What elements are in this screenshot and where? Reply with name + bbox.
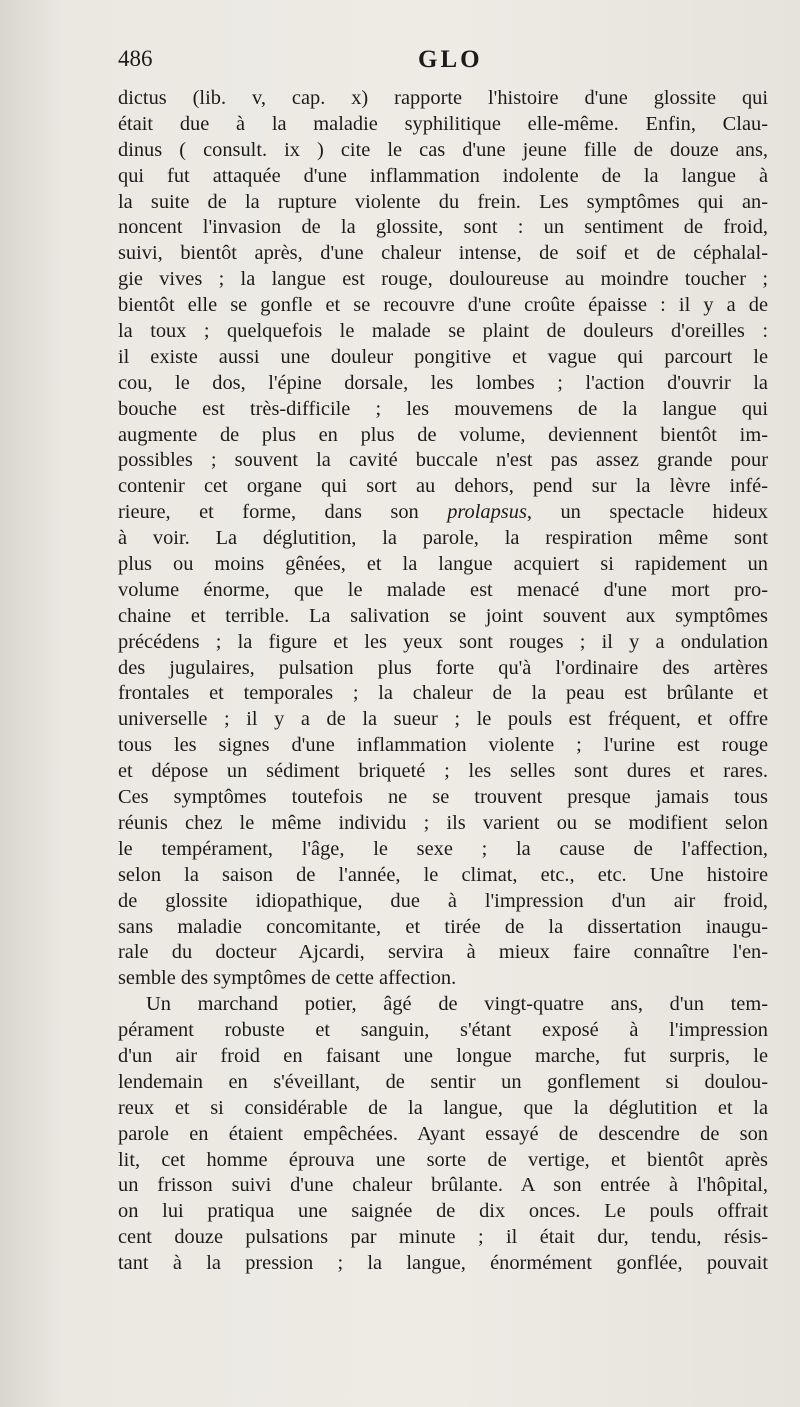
italic-term: prolapsus [447,501,527,524]
text-line: la suite de la rupture violente du frein. Les symptômes qui an- [118,190,768,213]
text-line: qui fut attaquée d'une inflammation indolente de la langue à [118,164,768,187]
text-line: de glossite idiopathique, due à l'impression d'un air froid, [118,889,768,912]
text-line: sans maladie concomitante, et tirée de la dissertation inaugu- [118,915,768,938]
running-head: GLO [418,46,483,73]
text-line: bientôt elle se gonfle et se recouvre d'une croûte épaisse : il y a de [118,294,768,317]
text-line: Ces symptômes toutefois ne se trouvent presque jamais tous [118,786,768,809]
text-line: Un marchand potier, âgé de vingt-quatre ans, d'un tem- [146,993,768,1016]
page-header [118,46,765,86]
text-line: universelle ; il y a de la sueur ; le pouls est fréquent, et offre [118,708,768,731]
text-line: augmente de plus en plus de volume, deviennent bientôt im- [118,423,768,446]
text-line: pérament robuste et sanguin, s'étant exposé à l'impression [118,1019,768,1042]
text-line: il existe aussi une douleur pongitive et vague qui parcourt le [118,345,768,368]
text-line: cou, le dos, l'épine dorsale, les lombes ; l'action d'ouvrir la [118,371,768,394]
text-line: était due à la maladie syphilitique elle-même. Enfin, Clau- [118,112,768,135]
text-line: suivi, bientôt après, d'une chaleur intense, de soif et de céphalal- [118,242,768,265]
text-line: possibles ; souvent la cavité buccale n'est pas assez grande pour [118,449,768,472]
text-line: lendemain en s'éveillant, de sentir un gonflement si doulou- [118,1070,768,1093]
text-line: reux et si considérable de la langue, que la déglutition et la [118,1096,768,1119]
text-line: tant à la pression ; la langue, énormément gonflée, pouvait [118,1252,768,1275]
text-line: précédens ; la figure et les yeux sont rouges ; il y a ondulation [118,630,768,653]
text-line: et dépose un sédiment briqueté ; les selles sont dures et rares. [118,760,768,783]
text-line: le tempérament, l'âge, le sexe ; la cause de l'affection, [118,837,768,860]
text-line: à voir. La déglutition, la parole, la respiration même sont [118,527,768,550]
text-line: noncent l'invasion de la glossite, sont : un sentiment de froid, [118,216,768,239]
text-line: semble des symptômes de cette affection. [118,967,457,990]
text-line: d'un air froid en faisant une longue marche, fut surpris, le [118,1044,768,1067]
text-line: dictus (lib. v, cap. x) rapporte l'histoire d'une glossite qui [118,87,768,109]
text-line: plus ou moins gênées, et la langue acquiert si rapidement un [118,553,768,576]
text-line: bouche est très-difficile ; les mouvemens de la langue qui [118,397,768,420]
text-line: cent douze pulsations par minute ; il était dur, tendu, résis- [118,1226,768,1249]
text-line: réunis chez le même individu ; ils varient ou se modifient selon [118,811,768,834]
text-line: la toux ; quelquefois le malade se plaint de douleurs d'oreilles : [118,320,768,343]
text-line: frontales et temporales ; la chaleur de la peau est brûlante et [118,682,768,705]
body-text [118,86,768,1277]
text-line: selon la saison de l'année, le climat, etc., etc. Une histoire [118,863,768,886]
text-line: dinus ( consult. ix ) cite le cas d'une jeune fille de douze ans, [118,138,768,161]
text-line: chaine et terrible. La salivation se joint souvent aux symptômes [118,604,768,627]
text-line: on lui pratiqua une saignée de dix onces. Le pouls offrait [118,1200,768,1223]
text-line: tous les signes d'une inflammation violente ; l'urine est rouge [118,734,768,757]
text-line: volume énorme, que le malade est menacé d'une mort pro- [118,578,768,601]
text-line: rieure, et forme, dans son prolapsus, un spectacle hideux [118,501,768,524]
text-line: gie vives ; la langue est rouge, douloureuse au moindre toucher ; [118,268,768,291]
text-line: des jugulaires, pulsation plus forte qu'à l'ordinaire des artères [118,656,768,679]
text-line: un frisson suivi d'une chaleur brûlante. A son entrée à l'hôpital, [118,1174,768,1197]
text-line: lit, cet homme éprouva une sorte de vertige, et bientôt après [118,1148,768,1171]
text-line: parole en étaient empêchées. Ayant essayé de descendre de son [118,1122,768,1145]
text-line: rale du docteur Ajcardi, servira à mieux faire connaître l'en- [118,941,768,964]
page-number: 486 [118,46,153,71]
text-line: contenir cet organe qui sort au dehors, pend sur la lèvre infé- [118,475,768,498]
